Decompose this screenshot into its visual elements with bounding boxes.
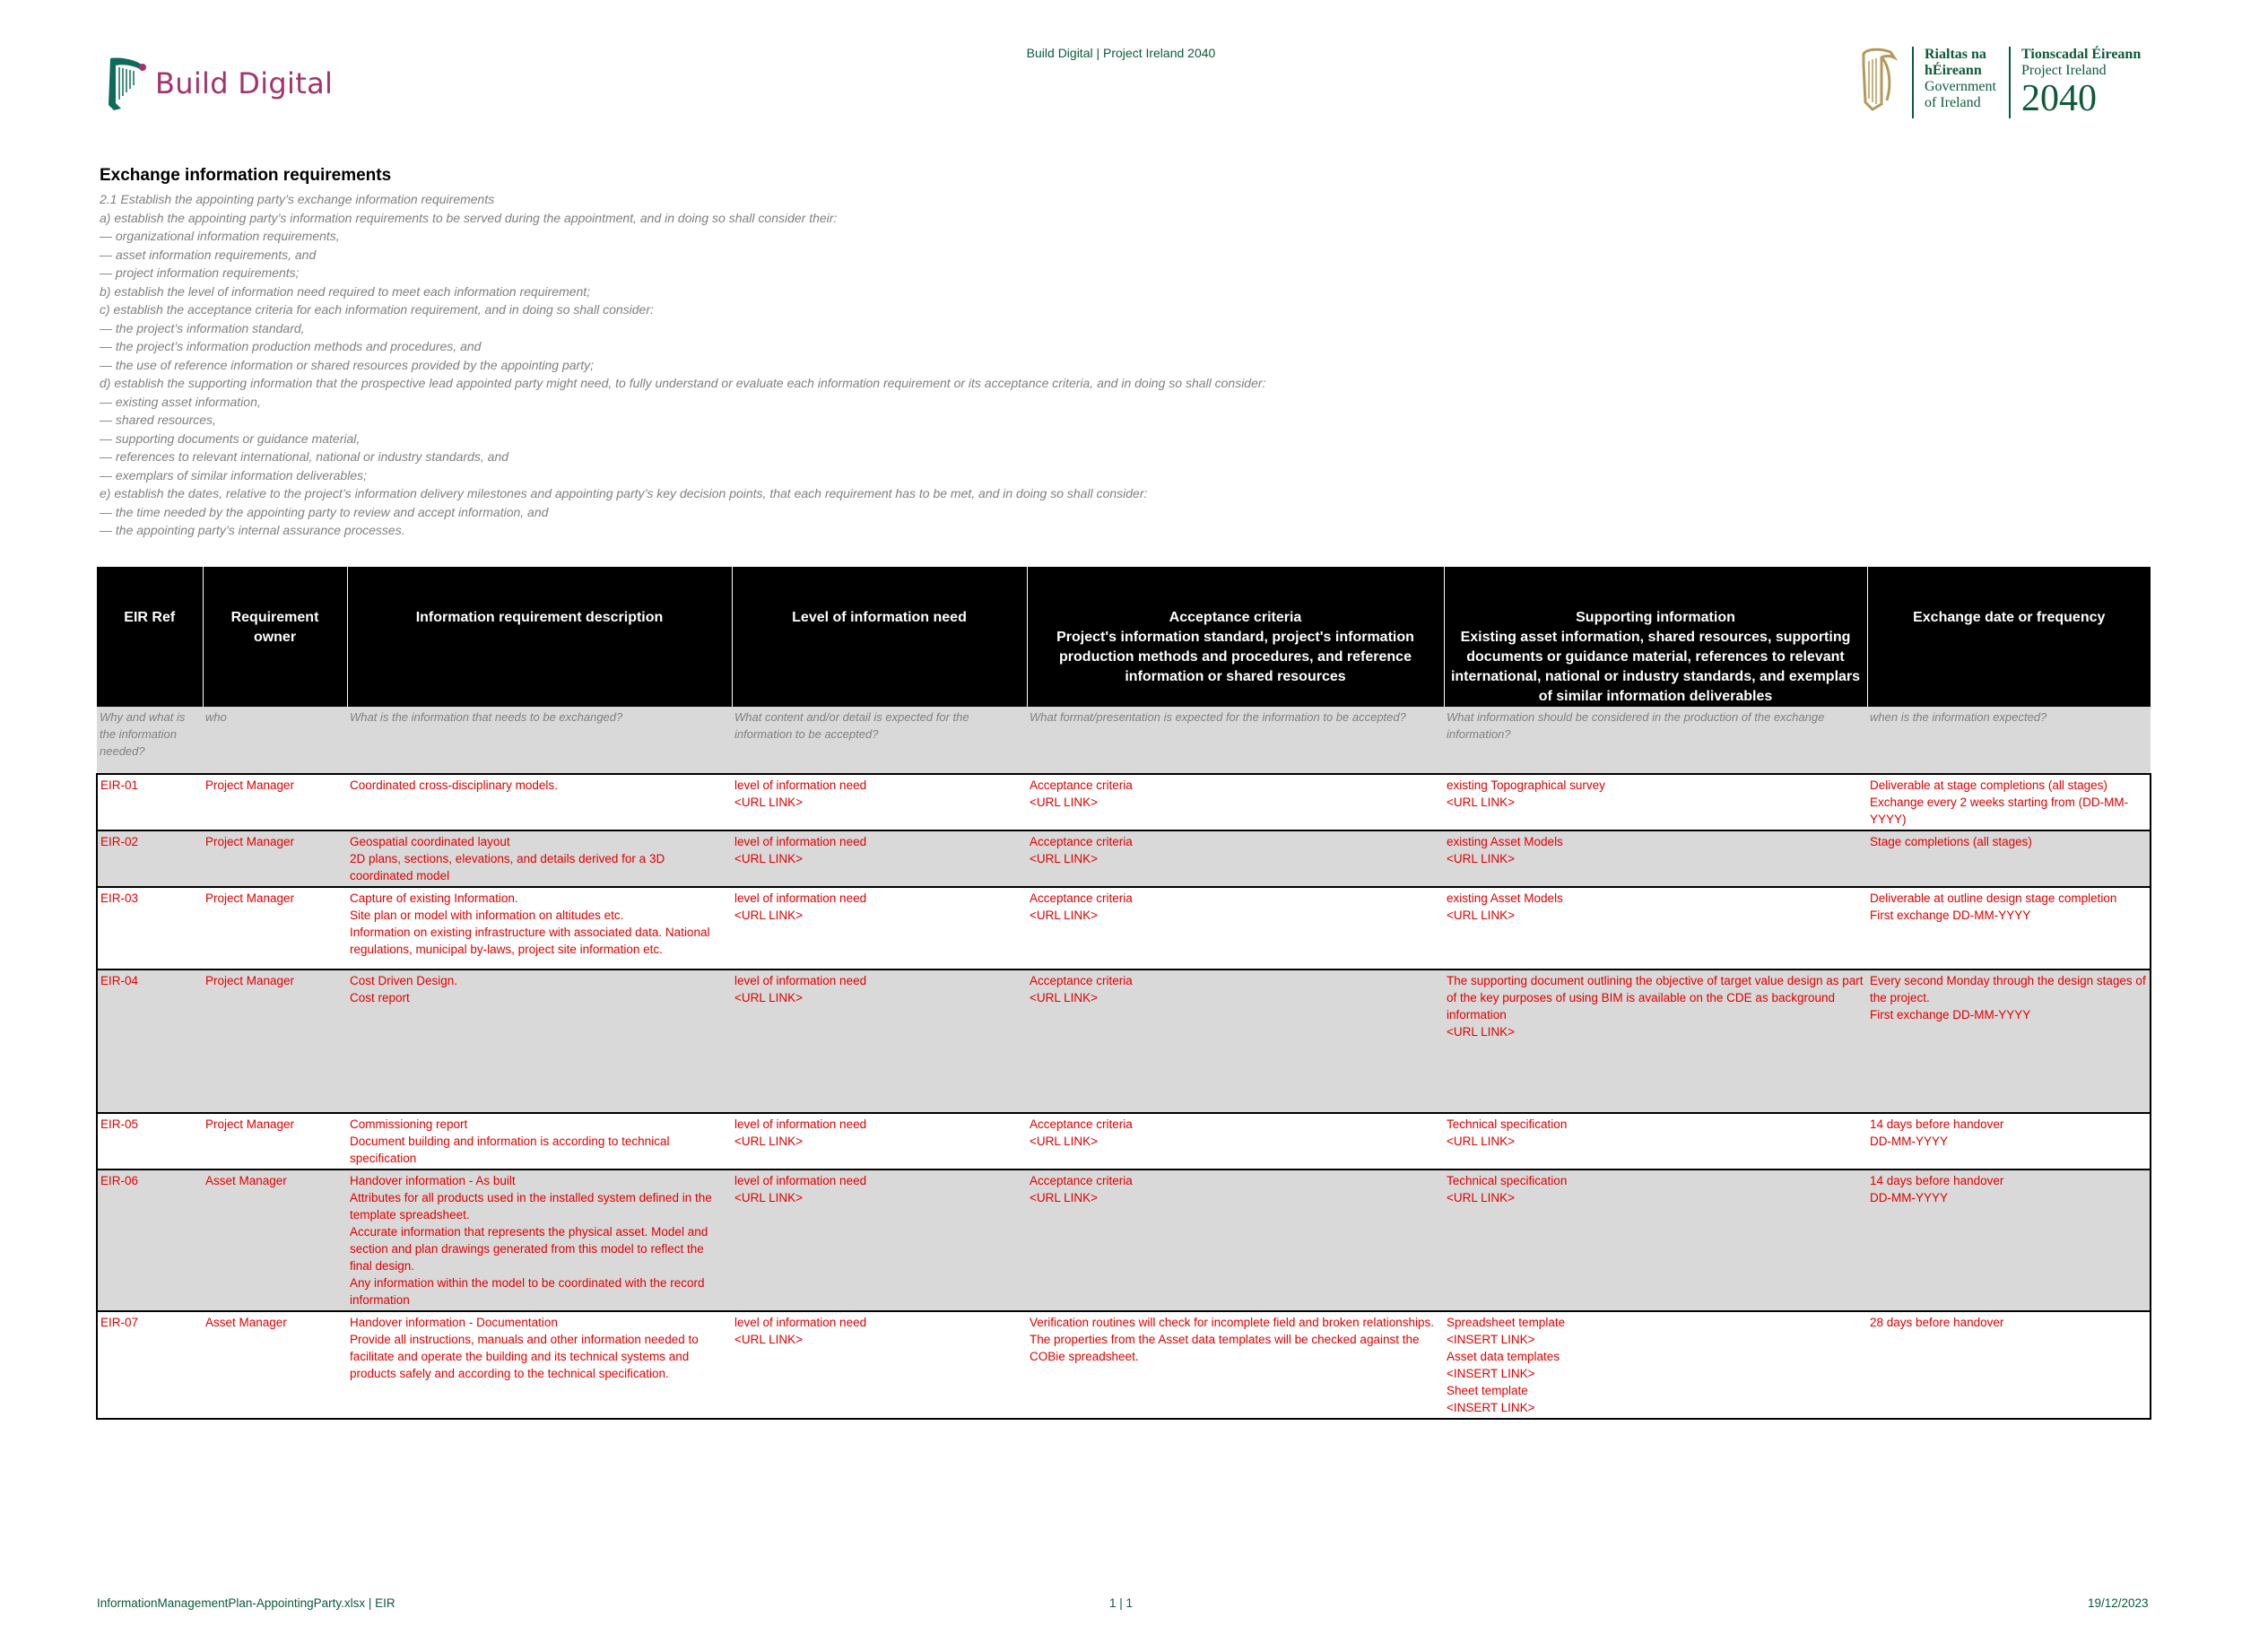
table-cell: Project Manager — [203, 774, 347, 830]
table-cell: Acceptance criteria <URL LINK> — [1027, 774, 1444, 830]
table-cell: level of information need <URL LINK> — [732, 1113, 1027, 1169]
intro-line: — the project’s information standard, — [100, 320, 305, 335]
table-cell: 14 days before handover DD-MM-YYYY — [1867, 1169, 2151, 1311]
table-cell: existing Asset Models <URL LINK> — [1444, 887, 1867, 969]
table-cell: level of information need <URL LINK> — [732, 969, 1027, 1113]
table-cell: Acceptance criteria <URL LINK> — [1027, 969, 1444, 1113]
brand-name: Build Digital — [155, 65, 334, 100]
footer-page-number: 1 | 1 — [1108, 1596, 1134, 1610]
intro-line: 2.1 Establish the appointing party’s exchange information requirements — [100, 192, 495, 206]
table-cell: Handover information - Documentation Provide all instructions, manuals and other information needed to facilitate and operate the building and its technical systems and products safely and according to the technical specification. — [347, 1311, 732, 1419]
table-cell: Project Manager — [203, 969, 347, 1113]
table-cell: level of information need <URL LINK> — [732, 1311, 1027, 1419]
table-cell: EIR-07 — [97, 1311, 203, 1419]
harp-logo-icon — [103, 55, 148, 112]
table-row — [97, 969, 2151, 1113]
table-cell: Cost Driven Design. Cost report — [347, 969, 732, 1113]
intro-line: d) establish the supporting information that the prospective lead appointed party might need, to fully understand or evaluate each information requirement or its acceptance criteria, and in doing so shall consider: — [100, 376, 1266, 390]
column-header: Supporting information Existing asset information, shared resources, supporting documents or guidance material, references to relevant international, national or industry standards, and exemplars of similar information deliverables — [1444, 567, 1867, 707]
table-cell: 28 days before handover — [1867, 1311, 2151, 1419]
column-header: Information requirement description — [347, 567, 732, 707]
table-cell: EIR-01 — [97, 774, 203, 830]
table-cell: Verification routines will check for incomplete field and broken relationships. The properties from the Asset data templates will be checked against the COBie spreadsheet. — [1027, 1311, 1444, 1419]
footer-date: 19/12/2023 — [2088, 1596, 2149, 1610]
table-row — [97, 830, 2151, 887]
table-cell: Technical specification <URL LINK> — [1444, 1169, 1867, 1311]
column-header: EIR Ref — [97, 567, 203, 707]
intro-line: — project information requirements; — [100, 265, 300, 280]
intro-line: e) establish the dates, relative to the project’s information delivery milestones and appointing party’s key decision points, that each requirement has to be met, and in doing so shall consider: — [100, 486, 1148, 500]
table-cell: Asset Manager — [203, 1169, 347, 1311]
table-cell: EIR-04 — [97, 969, 203, 1113]
table-row — [97, 887, 2151, 969]
column-hint: Why and what is the information needed? — [97, 707, 203, 774]
intro-line: — asset information requirements, and — [100, 247, 317, 262]
table-cell: Project Manager — [203, 1113, 347, 1169]
table-cell: Capture of existing Information. Site plan or model with information on altitudes etc. Information on existing infrastructure with associated data. National regulations, municipal by-laws, project site information etc. — [347, 887, 732, 969]
header-title: Build Digital | Project Ireland 2040 — [1026, 46, 1216, 60]
table-cell: Stage completions (all stages) — [1867, 830, 2151, 887]
table-cell: Commissioning report Document building and information is according to technical specification — [347, 1113, 732, 1169]
intro-line: a) establish the appointing party’s information requirements to be served during the appointment, and in doing so shall consider their: — [100, 210, 838, 225]
table-cell: existing Asset Models <URL LINK> — [1444, 830, 1867, 887]
table-cell: level of information need <URL LINK> — [732, 1169, 1027, 1311]
intro-line: — shared resources, — [100, 413, 216, 427]
eir-table — [96, 567, 2151, 1420]
table-cell: Acceptance criteria <URL LINK> — [1027, 887, 1444, 969]
column-hint: when is the information expected? — [1867, 707, 2151, 774]
table-cell: Handover information - As built Attributes for all products used in the installed system defined in the template spreadsheet. Accurate information that represents the physical asset. Model and section and plan drawings generated from this model to reflect the final design. Any information within the model to be coordinated with the record information — [347, 1169, 732, 1311]
column-header: Level of information need — [732, 567, 1027, 707]
table-cell: Spreadsheet template <INSERT LINK> Asset data templates <INSERT LINK> Sheet template <INSERT LINK> — [1444, 1311, 1867, 1419]
column-hint: What is the information that needs to be exchanged? — [347, 707, 732, 774]
project-ireland-text: Tionscadal Éireann Project Ireland 2040 — [2020, 47, 2142, 119]
column-header: Acceptance criteria Project's information standard, project's information production methods and procedures, and reference information or shared resources — [1027, 567, 1444, 707]
table-cell: Acceptance criteria <URL LINK> — [1027, 1113, 1444, 1169]
gov-of-ireland-text: Rialtas na hÉireann Government of Ireland — [1925, 47, 1996, 110]
intro-line: — references to relevant international, national or industry standards, and — [100, 449, 509, 464]
intro-text — [100, 190, 2162, 540]
table-cell: EIR-02 — [97, 830, 203, 887]
table-cell: level of information need <URL LINK> — [732, 774, 1027, 830]
table-hint-row — [97, 707, 2151, 774]
table-cell: EIR-05 — [97, 1113, 203, 1169]
intro-line: — supporting documents or guidance material, — [100, 430, 361, 446]
government-logo-block — [1855, 47, 2141, 127]
table-cell: Acceptance criteria <URL LINK> — [1027, 830, 1444, 887]
column-hint: who — [203, 707, 347, 774]
page-title: Exchange information requirements — [100, 166, 392, 185]
table-header-row — [97, 567, 2151, 707]
table-cell: Geospatial coordinated layout 2D plans, sections, elevations, and details derived for a 3D coordinated model — [347, 830, 732, 887]
intro-line: — the project’s information production methods and procedures, and — [100, 339, 482, 353]
column-hint: What information should be considered in the production of the exchange information? — [1444, 707, 1867, 774]
footer-filename: InformationManagementPlan-AppointingParty.xlsx | EIR — [97, 1596, 395, 1610]
table-cell: EIR-06 — [97, 1169, 203, 1311]
table-cell: The supporting document outlining the objective of target value design as part of the key purposes of using BIM is available on the CDE as background information <URL LINK> — [1444, 969, 1867, 1113]
gov-harp-icon — [1855, 47, 1899, 116]
table-cell: existing Topographical survey <URL LINK> — [1444, 774, 1867, 830]
table-cell: Coordinated cross-disciplinary models. — [347, 774, 732, 830]
table-row — [97, 1311, 2151, 1419]
intro-line: b) establish the level of information need required to meet each information requirement; — [100, 283, 591, 299]
table-row — [97, 774, 2151, 830]
intro-line: c) establish the acceptance criteria for each information requirement, and in doing so shall consider: — [100, 302, 654, 317]
table-cell: level of information need <URL LINK> — [732, 830, 1027, 887]
column-hint: What format/presentation is expected for the information to be accepted? — [1027, 707, 1444, 774]
intro-line: — the time needed by the appointing party to review and accept information, and — [100, 504, 549, 519]
intro-line: — the use of reference information or shared resources provided by the appointing party; — [100, 357, 594, 372]
table-cell: Every second Monday through the design stages of the project. First exchange DD-MM-YYYY — [1867, 969, 2151, 1113]
intro-line: — organizational information requirements, — [100, 229, 340, 243]
table-cell: Deliverable at outline design stage completion First exchange DD-MM-YYYY — [1867, 887, 2151, 969]
table-cell: Technical specification <URL LINK> — [1444, 1113, 1867, 1169]
column-header: Requirement owner — [203, 567, 347, 707]
table-cell: 14 days before handover DD-MM-YYYY — [1867, 1113, 2151, 1169]
table-cell: Asset Manager — [203, 1311, 347, 1419]
table-cell: EIR-03 — [97, 887, 203, 969]
intro-line: — existing asset information, — [100, 394, 261, 409]
divider — [1912, 47, 1914, 118]
intro-line: — exemplars of similar information deliverables; — [100, 467, 367, 483]
divider — [2009, 47, 2011, 118]
table-row — [97, 1113, 2151, 1169]
table-row — [97, 1169, 2151, 1311]
column-hint: What content and/or detail is expected for the information to be accepted? — [732, 707, 1027, 774]
table-cell: Project Manager — [203, 830, 347, 887]
table-cell: Project Manager — [203, 887, 347, 969]
intro-line: — the appointing party’s internal assurance processes. — [100, 523, 405, 537]
table-cell: level of information need <URL LINK> — [732, 887, 1027, 969]
table-cell: Deliverable at stage completions (all stages) Exchange every 2 weeks starting from (DD-MM-YYYY) — [1867, 774, 2151, 830]
table-cell: Acceptance criteria <URL LINK> — [1027, 1169, 1444, 1311]
column-header: Exchange date or frequency — [1867, 567, 2151, 707]
build-digital-logo — [103, 54, 333, 112]
